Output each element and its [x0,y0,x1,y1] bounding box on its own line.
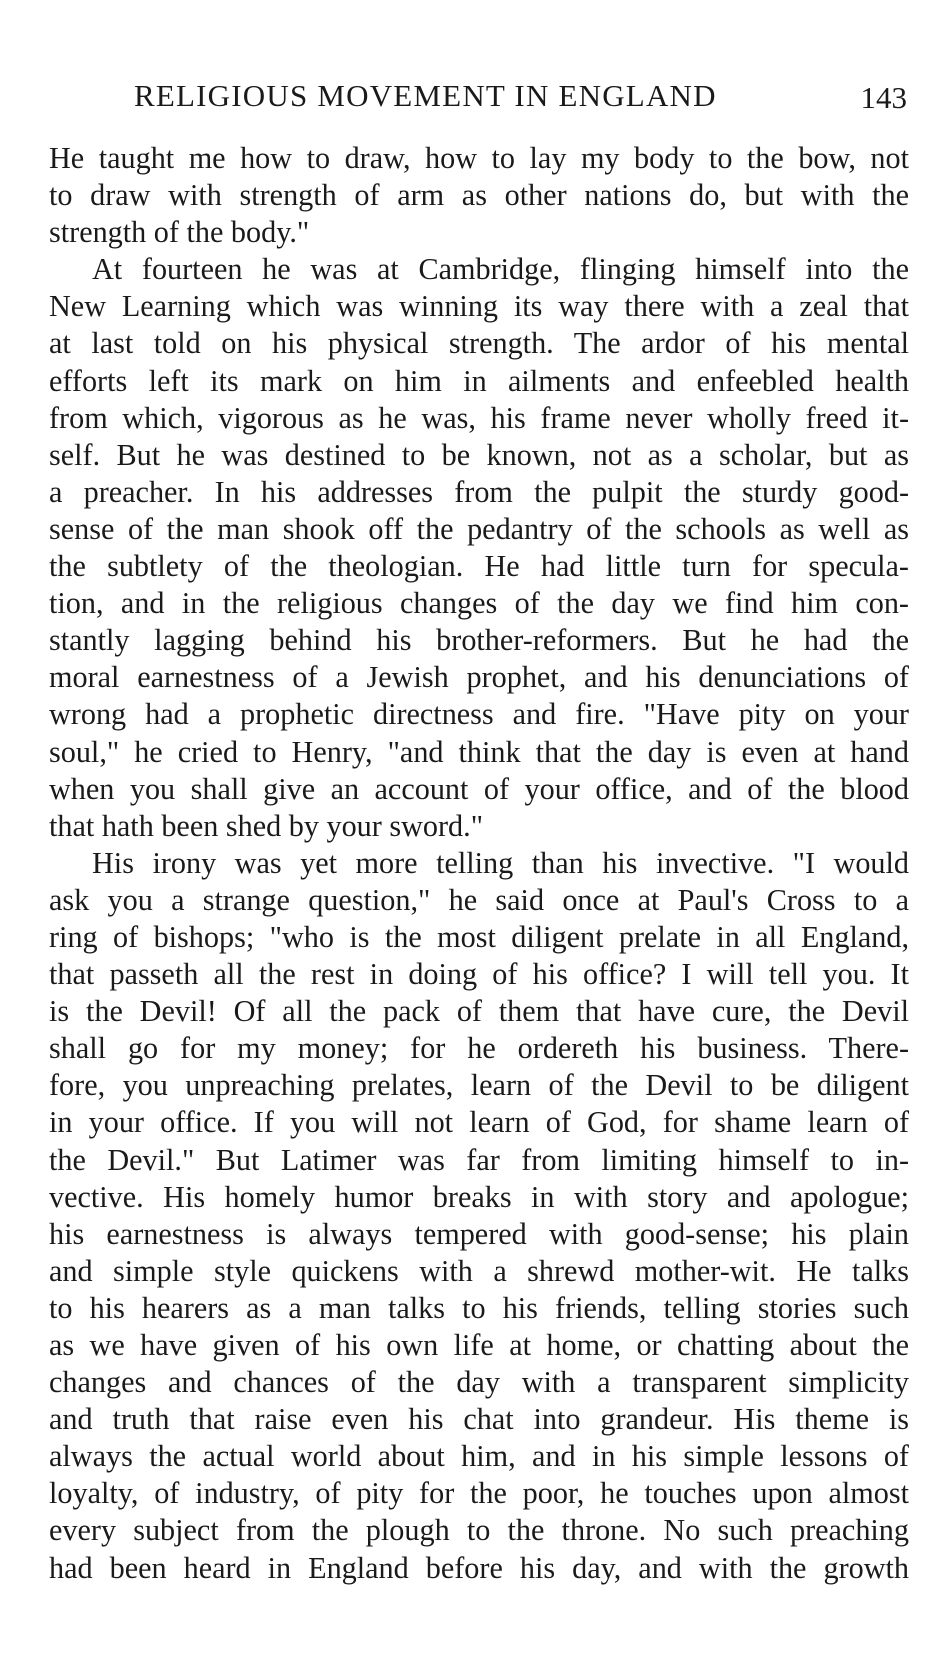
text-line: New Learning which was winning its way there with a zeal that [49,289,909,324]
text-line: always the actual world about him, and in his simple lessons of [49,1439,909,1474]
text-line: to draw with strength of arm as other nations do, but with the [49,178,909,213]
text-line: changes and chances of the day with a transparent simplicity [49,1365,909,1400]
text-line: ask you a strange question," he said once at Paul's Cross to a [49,882,909,917]
text-line: is the Devil! Of all the pack of them that have cure, the Devil [49,994,909,1029]
text-line: his earnestness is always tempered with good-sense; his plain [49,1216,909,1251]
text-line: moral earnestness of a Jewish prophet, and his denunciations of [49,660,909,695]
paragraph-3 [49,845,909,1587]
text-line: ring of bishops; "who is the most diligent prelate in all England, [49,919,909,954]
running-title: RELIGIOUS MOVEMENT IN ENGLAND [134,78,717,113]
text-line: tion, and in the religious changes of the day we find him con- [49,586,909,621]
text-line: the subtlety of the theologian. He had little turn for specula- [49,549,909,584]
paragraph-2 [49,251,909,845]
text-line: and simple style quickens with a shrewd mother-wit. He talks [49,1253,909,1288]
text-line: stantly lagging behind his brother-reformers. But he had the [49,623,909,658]
body-text [49,140,909,1587]
text-line: shall go for my money; for he ordereth his business. There- [49,1031,909,1066]
text-line: sense of the man shook off the pedantry of the schools as well as [49,511,909,546]
text-line: loyalty, of industry, of pity for the poor, he touches upon almost [49,1476,909,1511]
text-line: at last told on his physical strength. The ardor of his mental [49,326,909,361]
text-line: the Devil." But Latimer was far from limiting himself to in- [49,1142,909,1177]
text-line: At fourteen he was at Cambridge, flinging himself into the [92,252,909,287]
text-line: had been heard in England before his day, and with the growth [49,1550,909,1585]
text-line: as we have given of his own life at home, or chatting about the [49,1328,909,1362]
text-line: in your office. If you will not learn of God, for shame learn of [49,1105,909,1140]
text-line: efforts left its mark on him in ailments and enfeebled health [49,363,909,398]
text-line: when you shall give an account of your office, and of the blood [49,771,909,806]
text-line: self. But he was destined to be known, not as a scholar, but as [49,437,909,472]
text-line: from which, vigorous as he was, his frame never wholly freed it- [49,400,909,435]
text-line: vective. His homely humor breaks in with story and apologue; [49,1179,909,1214]
text-line: wrong had a prophetic directness and fire. "Have pity on your [49,697,909,732]
running-head [49,78,909,118]
paragraph-1 [49,140,909,251]
text-line: a preacher. In his addresses from the pulpit the sturdy good- [49,474,909,509]
text-line: soul," he cried to Henry, "and think that the day is even at hand [49,734,909,769]
text-line: that hath been shed by your sword." [49,808,484,843]
book-page [49,0,909,1665]
page-number: 143 [860,80,907,115]
text-line: to his hearers as a man talks to his friends, telling stories such [49,1290,909,1325]
text-line: every subject from the plough to the throne. No such preaching [49,1513,909,1548]
text-line: strength of the body." [49,215,310,250]
text-line: that passeth all the rest in doing of his office? I will tell you. It [49,957,909,992]
text-line: He taught me how to draw, how to lay my body to the bow, not [49,141,909,175]
text-line: His irony was yet more telling than his invective. "I would [92,845,909,880]
text-line: fore, you unpreaching prelates, learn of the Devil to be diligent [49,1068,909,1103]
text-line: and truth that raise even his chat into grandeur. His theme is [49,1402,909,1437]
